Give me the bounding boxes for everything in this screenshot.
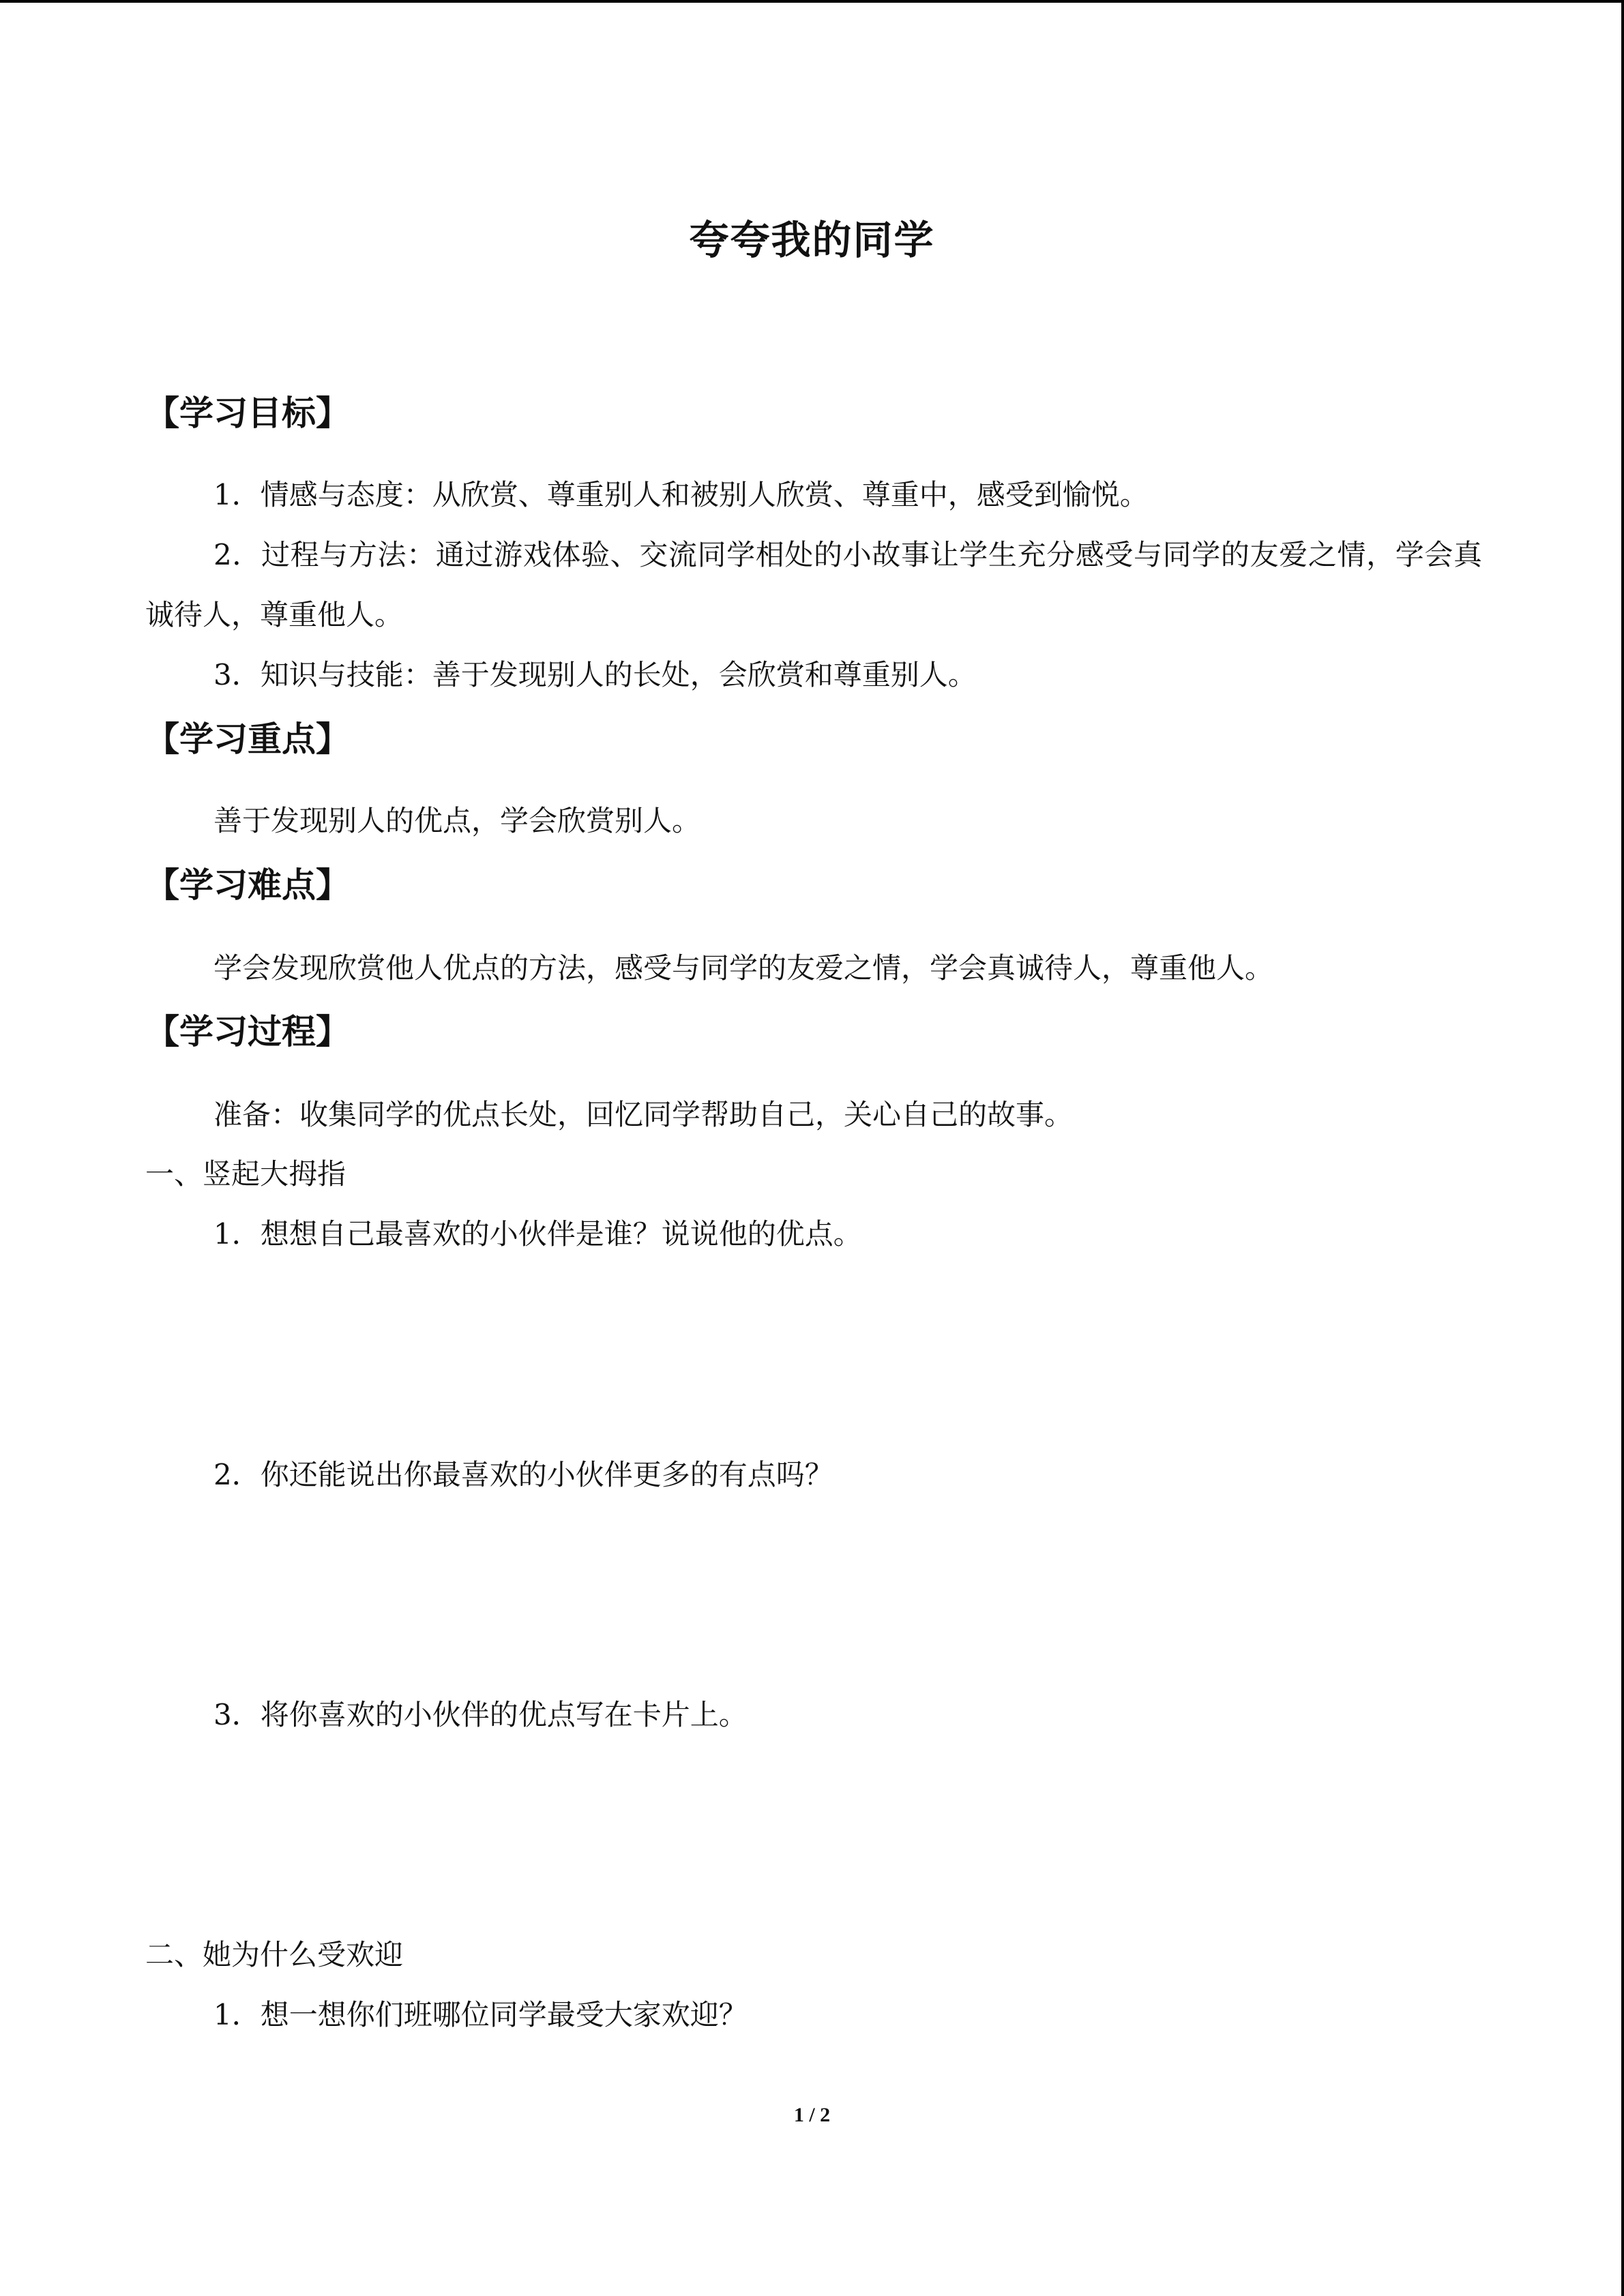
objective-item-1: 1．情感与态度：从欣赏、尊重别人和被别人欣赏、尊重中，感受到愉悦。 <box>213 478 1149 511</box>
difficulties-text: 学会发现欣赏他人优点的方法，感受与同学的友爱之情，学会真诚待人，尊重他人。 <box>213 951 1274 985</box>
process-prep-text: 准备：收集同学的优点长处，回忆同学帮助自己，关心自己的故事。 <box>213 1098 1074 1131</box>
part1-question-3: 3．将你喜欢的小伙伴的优点写在卡片上。 <box>213 1698 748 1731</box>
part1-title: 一、竖起大拇指 <box>145 1157 346 1191</box>
heading-objectives: 【学习目标】 <box>145 393 350 433</box>
key-points-text: 善于发现别人的优点，学会欣赏别人。 <box>213 804 701 837</box>
objective-item-2: 2．过程与方法：通过游戏体验、交流同学相处的小故事让学生充分感受与同学的友爱之情，学会真诚待人，尊重他人。 <box>145 538 1482 631</box>
page-border-right <box>1621 0 1624 2296</box>
part1-question-1: 1．想想自己最喜欢的小伙伴是谁？说说他的优点。 <box>213 1217 862 1251</box>
heading-difficulties: 【学习难点】 <box>145 865 350 905</box>
heading-process: 【学习过程】 <box>145 1012 350 1052</box>
objective-item-3: 3．知识与技能：善于发现别人的长处，会欣赏和尊重别人。 <box>213 658 977 691</box>
part2-title: 二、她为什么受欢迎 <box>145 1938 404 1971</box>
part2-question-1: 1．想一想你们班哪位同学最受大家欢迎？ <box>213 1998 748 2031</box>
page-title: 夸夸我的同学 <box>689 217 935 263</box>
page-number: 1 / 2 <box>793 2104 831 2126</box>
part1-question-2: 2．你还能说出你最喜欢的小伙伴更多的有点吗？ <box>213 1458 833 1491</box>
heading-key-points: 【学习重点】 <box>145 719 350 759</box>
page-border-top <box>0 0 1624 3</box>
